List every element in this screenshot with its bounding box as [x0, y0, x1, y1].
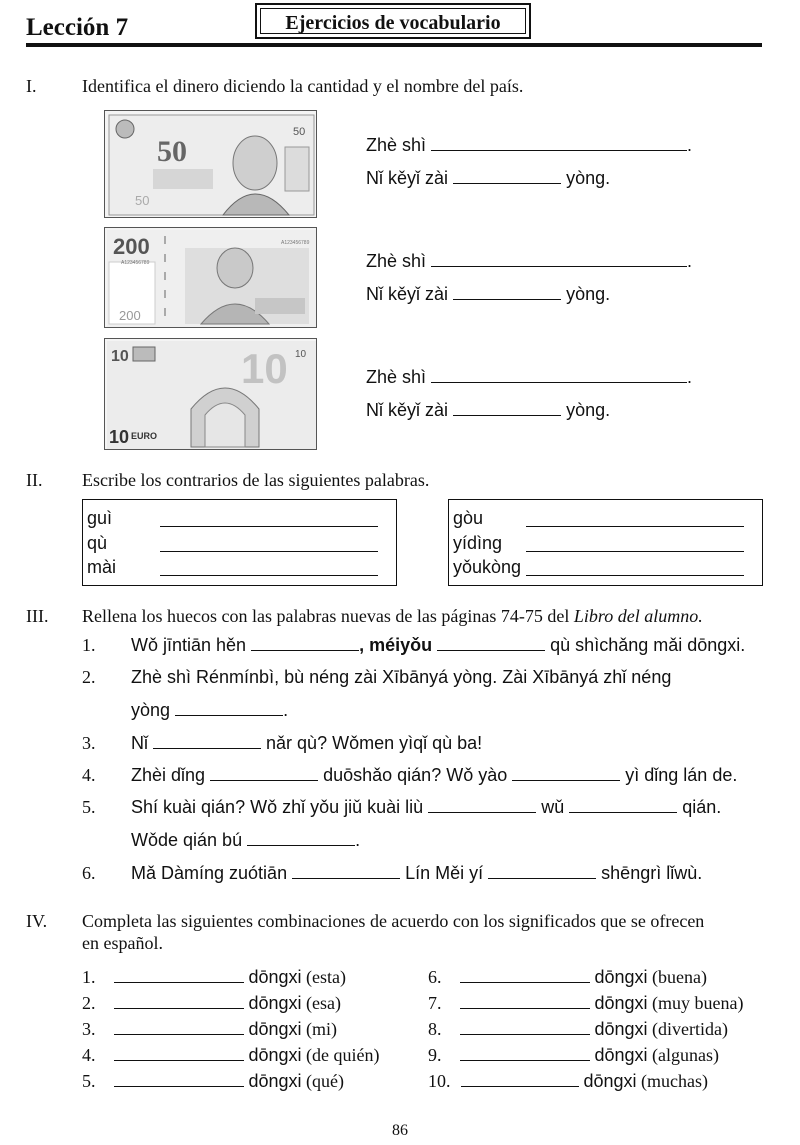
money-prompt-3-line-2: Nǐ kěyǐ zài yòng.	[366, 400, 611, 420]
answer-blank[interactable]	[431, 251, 687, 267]
answer-blank[interactable]	[160, 525, 378, 527]
answer-blank[interactable]	[251, 635, 359, 651]
combination-item: 3. dōngxi (mi)	[82, 1019, 338, 1039]
note-denomination: 10	[111, 348, 129, 365]
answer-blank[interactable]	[431, 367, 687, 383]
note-denomination-small: 50	[135, 193, 150, 208]
exercise-number: 1.	[82, 635, 96, 655]
answer-blank[interactable]	[461, 1071, 579, 1087]
exercise-5-line-2: Wǒde qián bú .	[131, 830, 361, 850]
answer-blank[interactable]	[210, 765, 318, 781]
note-serial: A123456789	[121, 260, 150, 266]
answer-blank[interactable]	[292, 863, 400, 879]
money-prompt-1-line-1: Zhè shì .	[366, 135, 693, 155]
combination-item: 7. dōngxi (muy buena)	[428, 993, 744, 1013]
answer-blank[interactable]	[114, 1071, 244, 1087]
exercise-number: 4.	[82, 765, 96, 785]
opposites-box-left	[82, 499, 397, 586]
answer-blank[interactable]	[460, 967, 590, 983]
opposites-box-right	[448, 499, 763, 586]
note-denomination: 200	[113, 234, 150, 259]
answer-blank[interactable]	[160, 574, 378, 576]
section-4-instruction: Completa las siguientes combinaciones de acuerdo con los significados que se ofrecen	[82, 911, 705, 931]
answer-blank[interactable]	[175, 700, 283, 716]
combination-item: 2. dōngxi (esa)	[82, 993, 342, 1013]
note-serial-2: A123456789	[281, 240, 310, 246]
opposite-word: mài	[87, 557, 117, 577]
exercise-5: Shí kuài qián? Wǒ zhǐ yǒu jiǔ kuài liù wǔ qián.	[131, 797, 722, 817]
section-3-instruction: Rellena los huecos con las palabras nuevas de las páginas 74-75 del Libro del alumno.	[82, 606, 703, 626]
answer-blank[interactable]	[512, 765, 620, 781]
banknote-200	[104, 227, 317, 328]
note-denomination-corner: 10	[295, 349, 307, 360]
banknote-10-euro	[104, 338, 317, 450]
answer-blank[interactable]	[437, 635, 545, 651]
money-prompt-1-line-2: Nǐ kěyǐ zài yòng.	[366, 168, 611, 188]
answer-blank[interactable]	[453, 168, 561, 184]
note-denomination-small: 200	[119, 308, 141, 323]
exercise-4: Zhèi dǐng duōshǎo qián? Wǒ yào yì dǐng lán de.	[131, 765, 738, 785]
note-denomination-corner: 50	[293, 126, 306, 138]
answer-blank[interactable]	[247, 830, 355, 846]
section-2-numeral: II.	[26, 470, 43, 490]
section-4-numeral: IV.	[26, 911, 48, 931]
answer-blank[interactable]	[460, 1045, 590, 1061]
answer-blank[interactable]	[114, 1045, 244, 1061]
exercise-2-line-2: yòng .	[131, 700, 289, 720]
answer-blank[interactable]	[114, 967, 244, 983]
answer-blank[interactable]	[114, 993, 244, 1009]
section-1-numeral: I.	[26, 76, 37, 96]
note-denomination: 50	[157, 135, 187, 168]
answer-blank[interactable]	[569, 797, 677, 813]
note-denomination-large: 10	[241, 345, 288, 392]
section-title: Ejercicios de vocabulario	[260, 8, 526, 34]
money-prompt-2-line-2: Nǐ kěyǐ zài yòng.	[366, 284, 611, 304]
answer-blank[interactable]	[160, 550, 378, 552]
combination-item: 1. dōngxi (esta)	[82, 967, 347, 987]
note-currency: EURO	[131, 431, 158, 441]
answer-blank[interactable]	[526, 525, 744, 527]
answer-blank[interactable]	[526, 550, 744, 552]
combination-item: 9. dōngxi (algunas)	[428, 1045, 720, 1065]
answer-blank[interactable]	[460, 1019, 590, 1035]
combination-item: 4. dōngxi (de quién)	[82, 1045, 380, 1065]
opposite-word: gòu	[453, 508, 484, 528]
exercise-number: 3.	[82, 733, 96, 753]
combination-item: 5. dōngxi (qué)	[82, 1071, 345, 1091]
section-title-box	[255, 3, 531, 39]
answer-blank[interactable]	[453, 400, 561, 416]
lesson-title: Lección 7	[26, 14, 129, 41]
answer-blank[interactable]	[488, 863, 596, 879]
money-prompt-3-line-1: Zhè shì .	[366, 367, 693, 387]
answer-blank[interactable]	[114, 1019, 244, 1035]
answer-blank[interactable]	[453, 284, 561, 300]
exercise-6: Mǎ Dàmíng zuótiān Lín Měi yí shēngrì lǐwù.	[131, 863, 703, 883]
answer-blank[interactable]	[526, 574, 744, 576]
answer-blank[interactable]	[460, 993, 590, 1009]
answer-blank[interactable]	[431, 135, 687, 151]
section-2-instruction: Escribe los contrarios de las siguientes palabras.	[82, 470, 430, 490]
header-rule	[26, 43, 762, 47]
section-1-instruction: Identifica el dinero diciendo la cantidad y el nombre del país.	[82, 76, 524, 96]
note-denomination-bottom: 10	[109, 427, 130, 447]
page-number: 86	[392, 1122, 408, 1139]
money-prompt-2-line-1: Zhè shì .	[366, 251, 693, 271]
section-4-instruction-2: en español.	[82, 933, 163, 953]
opposite-word: yǒukòng	[453, 557, 522, 577]
exercise-number: 5.	[82, 797, 96, 817]
opposite-word: guì	[87, 508, 113, 528]
combination-item: 8. dōngxi (divertida)	[428, 1019, 729, 1039]
exercise-2: Zhè shì Rénmínbì, bù néng zài Xībānyá yòng. Zài Xībānyá zhǐ néng	[131, 667, 672, 687]
answer-blank[interactable]	[153, 733, 261, 749]
exercise-number: 2.	[82, 667, 96, 687]
combination-item: 6. dōngxi (buena)	[428, 967, 708, 987]
combination-item: 10. dōngxi (muchas)	[428, 1071, 709, 1091]
opposite-word: qù	[87, 533, 108, 553]
exercise-1: Wǒ jīntiān hěn , méiyǒu qù shìchǎng mǎi dōngxi.	[131, 635, 746, 655]
answer-blank[interactable]	[428, 797, 536, 813]
exercise-3: Nǐ nǎr qù? Wǒmen yìqǐ qù ba!	[131, 733, 483, 753]
banknote-50-yuan	[104, 110, 317, 218]
exercise-number: 6.	[82, 863, 96, 883]
opposite-word: yídìng	[453, 533, 503, 553]
section-3-numeral: III.	[26, 606, 49, 626]
